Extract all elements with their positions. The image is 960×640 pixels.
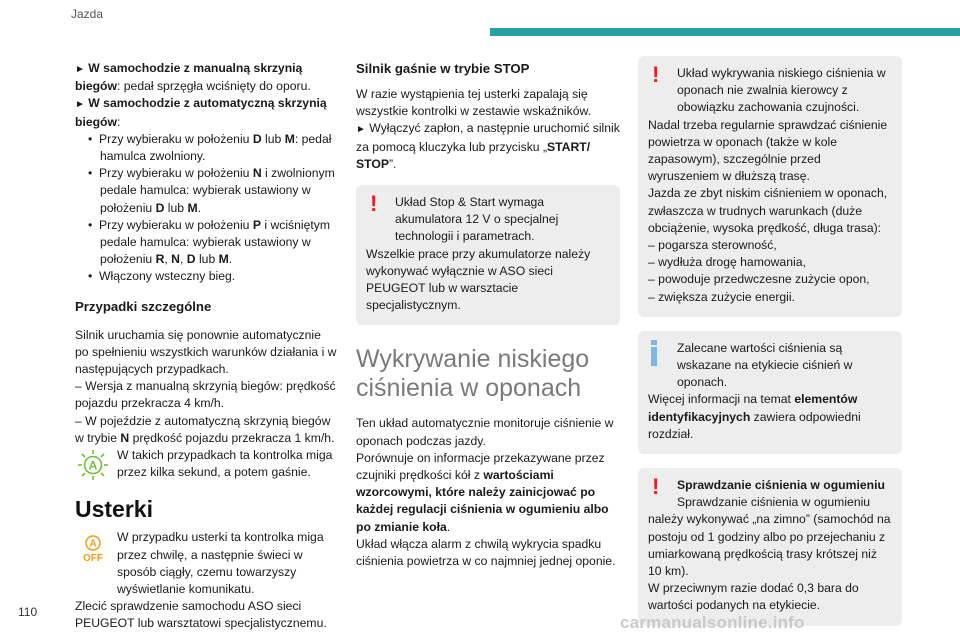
bold-text: N <box>120 430 130 445</box>
paragraph: Ten układ automatycznie monitoruje ciśnienie w oponach podczas jazdy. <box>356 416 614 448</box>
column-middle <box>356 60 620 570</box>
arrow-icon: ► <box>75 64 85 75</box>
paragraph: Jazda ze zbyt niskim ciśnieniem w oponach, zwłaszcza w trudnych warunkach (duże obciążenie, wysoka prędkość, długa trasa): <box>648 186 888 235</box>
text: i wciśniętym pedale hamulca: wybierak ustawiony w położeniu <box>100 217 331 267</box>
arrow-icon: ► <box>356 124 366 136</box>
chapter-heading-tpms: Wykrywanie niskiego ciśnienia w oponach <box>356 345 590 403</box>
list-item: – pogarsza sterowność, <box>648 238 777 253</box>
text: – W pojeździe z automatyczną skrzynią biegów w trybie <box>75 413 331 445</box>
text: Włączony wsteczny bieg. <box>99 269 236 284</box>
section-heading-stop: Silnik gaśnie w trybie STOP <box>356 61 530 76</box>
icon-label: OFF <box>83 553 103 565</box>
text: prędkość pojazdu przekracza 1 km/h. <box>129 430 335 445</box>
paragraph: W takich przypadkach ta kontrolka miga przez kilka sekund, a potem gaśnie. <box>117 448 333 480</box>
column-right <box>638 56 902 626</box>
warning-icon: ! <box>370 191 378 217</box>
paragraph <box>356 120 620 173</box>
bold-text: N <box>171 252 180 267</box>
paragraph: Układ Stop & Start wymaga akumulatora 12 V o specjalnej technologii i parametrach. <box>395 195 559 244</box>
text: lub <box>261 131 285 146</box>
warning-box-pressure-check <box>638 468 902 626</box>
section-heading-special: Przypadki szczególne <box>75 298 212 314</box>
info-icon <box>651 340 657 366</box>
text: Przy wybieraku w położeniu <box>99 166 253 181</box>
bold-text: W samochodzie z manualną skrzynią biegów <box>75 61 303 94</box>
text: zawiera odpowiedni rozdział. <box>648 409 861 441</box>
paragraph: Silnik uruchamia się ponownie automatycznie po spełnieniu wszystkich warunków działania i w następujących przypadkach. <box>75 327 337 377</box>
page-number: 110 <box>18 605 38 619</box>
text: Wyłączyć zapłon, a następnie uruchomić silnik za pomocą kluczyka lub przycisku „ <box>356 121 620 154</box>
stop-start-off-icon <box>75 530 111 564</box>
column-left <box>75 60 337 633</box>
bold-text: W samochodzie z automatyczną skrzynią biegów <box>75 96 327 129</box>
list-item: – wydłuża drogę hamowania, <box>648 255 806 270</box>
bold-text: D <box>252 131 262 146</box>
bold-text: P <box>252 217 261 232</box>
text: , <box>164 252 172 267</box>
paragraph <box>75 413 337 447</box>
paragraph <box>356 450 620 536</box>
text: ”. <box>388 156 397 171</box>
text: i zwolnionym pedale hamulca: wybierak ustawiony w położeniu <box>100 166 335 215</box>
text: Więcej informacji na temat <box>648 392 795 407</box>
footer-watermark: carmanualsonline.info <box>620 613 805 632</box>
text: Porównuje on informacje przekazywane przez czujniki prędkości kół z <box>356 450 605 483</box>
text: : pedał sprzęgła wciśnięty do oporu. <box>116 79 311 94</box>
text: Przy wybieraku w położeniu <box>99 217 253 232</box>
bold-text: wartościami wzorcowymi, które należy zainicjować po każdej regulacji ciśnienia w ogumieniu albo po zmianie koła <box>356 468 609 534</box>
list-item: • Przy wybieraku w położeniu N i zwolnionym pedale hamulca: wybierak ustawiony w położeniu D lub M. <box>88 166 335 215</box>
warning-box-vigilance <box>638 56 902 317</box>
indicator-note <box>75 447 337 481</box>
bold-text: N <box>252 166 262 181</box>
warning-icon: ! <box>652 474 660 500</box>
paragraph: Układ wykrywania niskiego ciśnienia w oponach nie zwalnia kierowcy z obowiązku zachowania czujności. <box>677 66 886 115</box>
arrow-icon: ► <box>75 99 85 111</box>
paragraph: Układ włącza alarm z chwilą wykrycia spadku ciśnienia powietrza w co najmniej jednej oponie. <box>356 536 616 569</box>
text: : pedał hamulca zwolniony. <box>100 131 332 164</box>
paragraph <box>648 494 892 580</box>
bold-text: D <box>155 200 165 215</box>
paragraph: W przypadku usterki ta kontrolka miga przez chwilę, a następnie świeci w sposób ciągły, czemu towarzyszy wyświetlanie komunikatu. <box>117 530 324 597</box>
paragraph: Wszelkie prace przy akumulatorze należy wykonywać wyłącznie w ASO sieci PEUGEOT lub w warsztacie specjalistycznym. <box>366 246 591 313</box>
bold-text: M <box>218 252 229 267</box>
manual-gearbox-paragraph <box>75 60 337 95</box>
text: Przy wybieraku w położeniu <box>99 131 253 146</box>
paragraph: Zalecane wartości ciśnienia są wskazane na etykiecie ciśnień w oponach. <box>677 340 853 390</box>
auto-gearbox-paragraph <box>75 95 337 130</box>
warning-icon: ! <box>652 62 660 87</box>
svg-text:A: A <box>88 458 98 473</box>
list-item: – powoduje przedwczesne zużycie opon, <box>648 272 870 287</box>
warning-box-battery <box>356 185 620 325</box>
bold-text: M <box>284 131 295 146</box>
box-title <box>648 477 892 494</box>
text: , <box>179 252 187 267</box>
bold-text: M <box>187 200 198 215</box>
info-box-pressure-label <box>638 331 902 454</box>
text: . <box>228 252 233 267</box>
header-accent-bar <box>490 28 960 36</box>
list-item: • Przy wybieraku w położeniu D lub M: pedał hamulca zwolniony. <box>88 131 332 164</box>
bold-text: Sprawdzanie ciśnienia w ogumieniu <box>677 478 885 493</box>
text: lub <box>195 252 219 267</box>
bold-text: D <box>186 252 196 267</box>
paragraph <box>648 391 892 443</box>
paragraph: W przeciwnym razie dodać 0,3 bara do wartości podanych na etykiecie. <box>648 581 859 613</box>
paragraph: Nadal trzeba regularnie sprawdzać ciśnienie powietrza w oponach (także w kole zapasowym), szczególnie przed wyruszeniem w dłuższą trasę. <box>648 117 888 184</box>
list-item: • Przy wybieraku w położeniu P i wciśniętym pedale hamulca: wybierak ustawiony w położeniu R, N, D lub M. <box>88 217 331 267</box>
text: . <box>446 519 451 534</box>
bold-text: START/ STOP <box>356 139 591 171</box>
text: . <box>197 200 201 215</box>
stop-start-active-icon <box>75 448 111 482</box>
list-item: • Włączony wsteczny bieg. <box>88 269 236 284</box>
fault-indicator-note <box>75 529 337 598</box>
svg-text:A: A <box>89 538 97 550</box>
running-header: Jazda <box>71 7 104 21</box>
section-heading-faults: Usterki <box>75 496 153 523</box>
bold-text: R <box>155 252 165 267</box>
text: : <box>116 114 121 129</box>
paragraph: W razie wystąpienia tej usterki zapalają się wszystkie kontrolki w zestawie wskaźników. <box>356 87 592 119</box>
paragraph: – Wersja z manualną skrzynią biegów: prędkość pojazdu przekracza 4 km/h. <box>75 379 336 411</box>
paragraph: Zlecić sprawdzenie samochodu ASO sieci PEUGEOT lub warsztatowi specjalistycznemu. <box>75 599 327 631</box>
text: Sprawdzanie ciśnienia w ogumieniu należy wykonywać „na zimno” (samochód na postoju od 1 godziny albo po przejechaniu z umiarkowaną prędkością trasy krótszej niż 10 km). <box>648 495 891 579</box>
list-item: – zwiększa zużycie energii. <box>648 289 795 304</box>
bold-text: elementów identyfikacyjnych <box>648 392 858 424</box>
text: lub <box>164 200 188 215</box>
